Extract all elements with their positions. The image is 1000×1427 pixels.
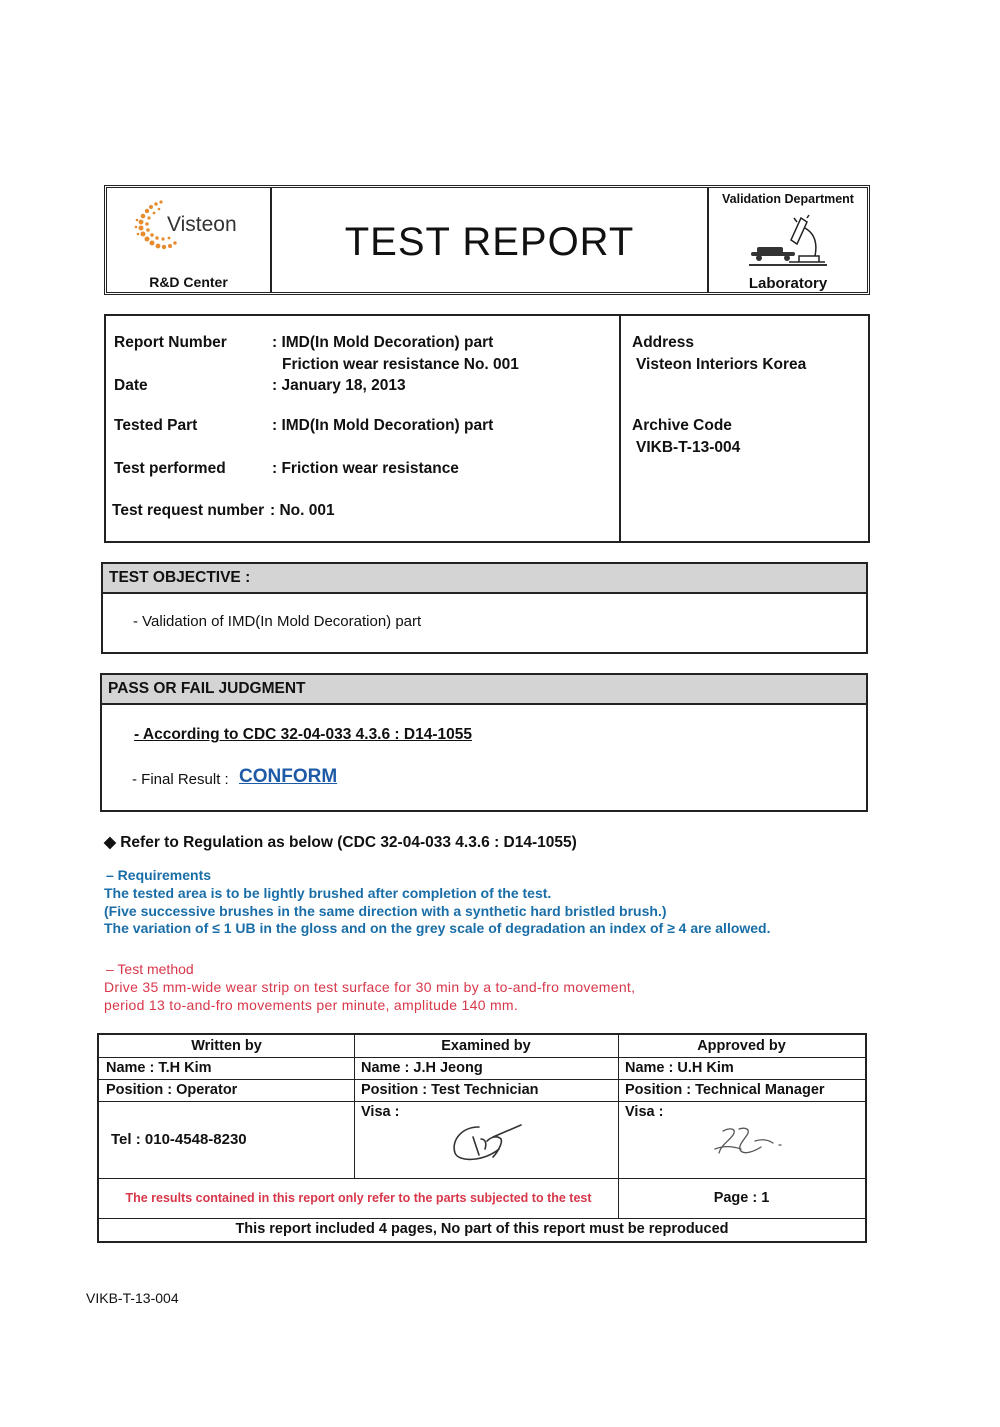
examined-name: Name : J.H Jeong: [361, 1060, 483, 1076]
row-divider: [99, 1178, 865, 1179]
signature-table: [97, 1033, 867, 1243]
judgment-heading: PASS OR FAIL JUDGMENT: [102, 675, 866, 705]
examined-by-header: Examined by: [441, 1038, 531, 1054]
row-divider: [99, 1057, 865, 1058]
report-info-box: [104, 314, 870, 543]
address-value: Visteon Interiors Korea: [636, 356, 807, 373]
address-label: Address: [632, 334, 695, 351]
rd-center-label: R&D Center: [149, 274, 228, 290]
column-divider: [354, 1035, 355, 1178]
test-performed-label: Test performed: [114, 460, 226, 477]
test-performed-value: : Friction wear resistance: [272, 460, 459, 477]
page-title: TEST REPORT: [344, 220, 635, 264]
written-position: Position : Operator: [106, 1082, 238, 1098]
disclaimer-text: The results contained in this report only refer to the parts subjected to the test: [125, 1191, 592, 1205]
department-label: Validation Department: [722, 192, 854, 206]
archive-code-label: Archive Code: [632, 417, 732, 434]
requirement-line-2: (Five successive brushes in the same direction with a synthetic hard bristled brush.): [104, 903, 667, 919]
info-divider: [619, 316, 621, 541]
request-number-value: : No. 001: [270, 502, 335, 519]
written-name: Name : T.H Kim: [106, 1060, 212, 1076]
requirement-line-1: The tested area is to be lightly brushed after completion of the test.: [104, 885, 552, 901]
judgment-section: [100, 673, 868, 812]
tested-part-label: Tested Part: [114, 417, 198, 434]
document-code: VIKB-T-13-004: [86, 1290, 179, 1306]
regulation-heading-text: Refer to Regulation as below (CDC 32-04-033 4.3.6 : D14-1055): [120, 834, 577, 851]
report-number-label: Report Number: [114, 334, 227, 351]
test-method-line-1: Drive 35 mm-wide wear strip on test surface for 30 min by a to-and-fro movement,: [104, 979, 636, 995]
row-divider: [99, 1079, 865, 1080]
reproduction-notice: This report included 4 pages, No part of this report must be reproduced: [235, 1221, 729, 1237]
examined-position: Position : Test Technician: [361, 1082, 539, 1098]
date-label: Date: [114, 377, 148, 394]
row-divider: [99, 1218, 865, 1219]
tel-number: Tel : 010-4548-8230: [111, 1131, 247, 1148]
request-number-label: Test request number: [112, 502, 265, 519]
page-number: Page : 1: [713, 1190, 770, 1206]
logo-cell: [107, 188, 272, 292]
laboratory-microscope-icon: [749, 214, 829, 270]
report-number-value-line2: Friction wear resistance No. 001: [282, 356, 519, 373]
approved-position: Position : Technical Manager: [625, 1082, 825, 1098]
final-result-value: CONFORM: [239, 766, 338, 787]
diamond-bullet-icon: ◆: [104, 834, 116, 851]
approved-by-header: Approved by: [697, 1038, 786, 1054]
test-objective-text: - Validation of IMD(In Mold Decoration) part: [133, 613, 422, 630]
laboratory-label: Laboratory: [748, 275, 828, 292]
test-method-title: – Test method: [106, 961, 194, 977]
row-divider: [99, 1101, 865, 1102]
final-result-label: - Final Result :: [132, 771, 229, 788]
test-objective-section: [101, 562, 868, 654]
archive-code-value: VIKB-T-13-004: [636, 439, 741, 456]
report-header: [104, 185, 870, 295]
judgment-criteria: - According to CDC 32-04-033 4.3.6 : D14-1055: [134, 726, 472, 743]
approver-signature-icon: [709, 1121, 785, 1161]
written-by-header: Written by: [191, 1038, 262, 1054]
examiner-signature-icon: [449, 1119, 524, 1165]
regulation-heading: [104, 833, 577, 852]
title-cell: [272, 188, 709, 292]
requirements-title: – Requirements: [106, 867, 212, 883]
company-name: Visteon: [167, 213, 237, 236]
date-value: : January 18, 2013: [272, 377, 406, 394]
test-objective-heading: TEST OBJECTIVE :: [103, 564, 866, 594]
lab-cell: [709, 188, 867, 292]
report-number-value: : IMD(In Mold Decoration) part: [272, 334, 494, 351]
test-method-line-2: period 13 to-and-fro movements per minute, amplitude 140 mm.: [104, 997, 519, 1013]
approved-visa-label: Visa :: [625, 1104, 664, 1120]
requirement-line-3: The variation of ≤ 1 UB in the gloss and on the grey scale of degradation an index of ≥ 4 are allowed.: [104, 920, 771, 936]
tested-part-value: : IMD(In Mold Decoration) part: [272, 417, 494, 434]
approved-name: Name : U.H Kim: [625, 1060, 734, 1076]
examined-visa-label: Visa :: [361, 1104, 400, 1120]
